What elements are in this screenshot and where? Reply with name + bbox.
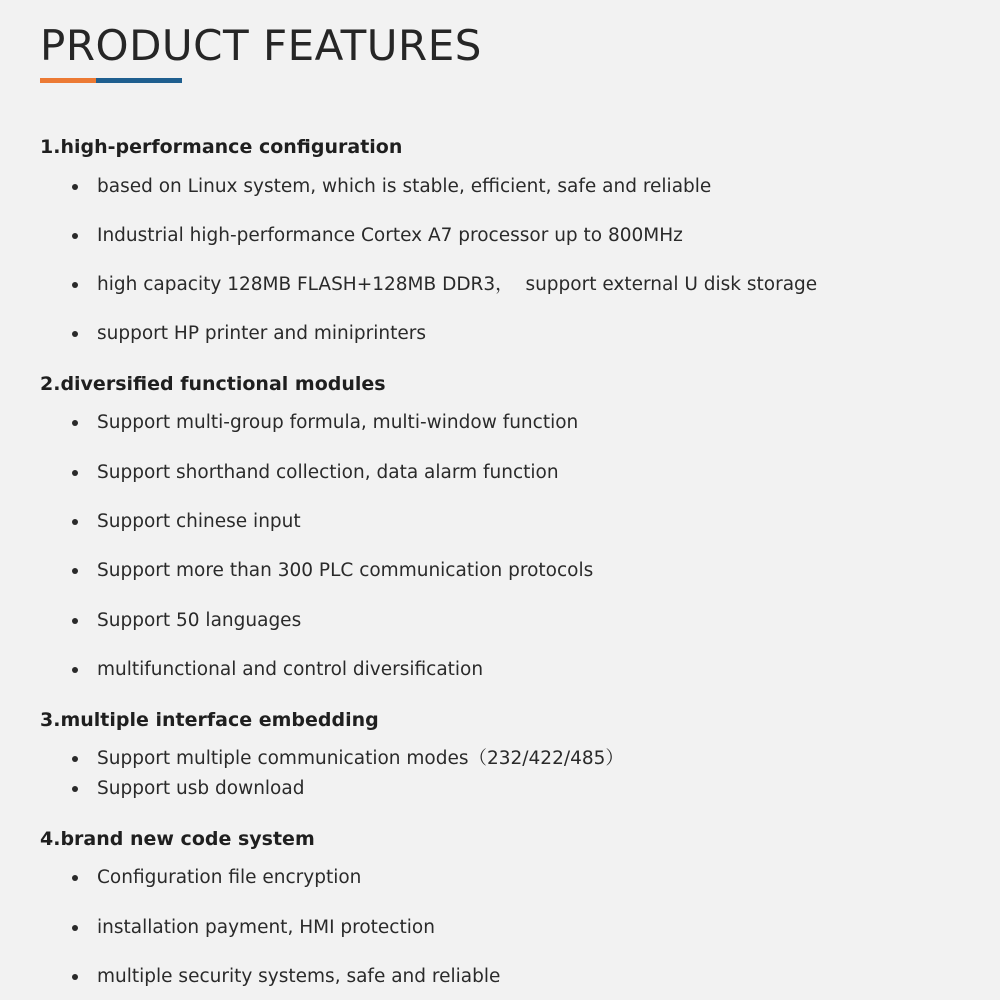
list-item-text: Support 50 languages [97, 610, 302, 631]
list-item-text: based on Linux system, which is stable, efficient, safe and reliable [97, 176, 712, 197]
section-heading: 4.brand new code system [40, 828, 315, 850]
bullet-icon [72, 786, 78, 792]
list-item-text: Industrial high-performance Cortex A7 processor up to 800MHz [97, 225, 683, 246]
list-item-text: Support shorthand collection, data alarm function [97, 462, 559, 483]
bullet-icon [72, 875, 78, 881]
list-item-text: high capacity 128MB FLASH+128MB DDR3， support external U disk storage [97, 274, 818, 295]
list-item-text: Configuration file encryption [97, 867, 362, 888]
page-title: PRODUCT FEATURES [40, 21, 482, 70]
list-item-text: Support usb download [97, 778, 305, 799]
bullet-icon [72, 667, 78, 673]
bullet-icon [72, 974, 78, 980]
title-underline-orange [40, 78, 96, 83]
bullet-icon [72, 568, 78, 574]
bullet-icon [72, 470, 78, 476]
bullet-icon [72, 282, 78, 288]
bullet-icon [72, 420, 78, 426]
list-item-text: support HP printer and miniprinters [97, 323, 426, 344]
bullet-icon [72, 756, 78, 762]
title-underline [40, 78, 182, 83]
list-item-text: installation payment, HMI protection [97, 917, 435, 938]
list-item-text: Support chinese input [97, 511, 301, 532]
bullet-icon [72, 519, 78, 525]
list-item-text: Support multi-group formula, multi-window function [97, 412, 579, 433]
list-item-text: Support more than 300 PLC communication protocols [97, 560, 594, 581]
section-heading: 3.multiple interface embedding [40, 709, 379, 731]
bullet-icon [72, 233, 78, 239]
list-item-text: multifunctional and control diversification [97, 659, 484, 680]
section-heading: 1.high-performance configuration [40, 136, 403, 158]
bullet-icon [72, 925, 78, 931]
bullet-icon [72, 184, 78, 190]
title-underline-blue [96, 78, 182, 83]
bullet-icon [72, 618, 78, 624]
list-item-text: multiple security systems, safe and reliable [97, 966, 501, 987]
section-heading: 2.diversified functional modules [40, 373, 386, 395]
list-item-text: Support multiple communication modes（232/422/485） [97, 748, 624, 769]
bullet-icon [72, 331, 78, 337]
